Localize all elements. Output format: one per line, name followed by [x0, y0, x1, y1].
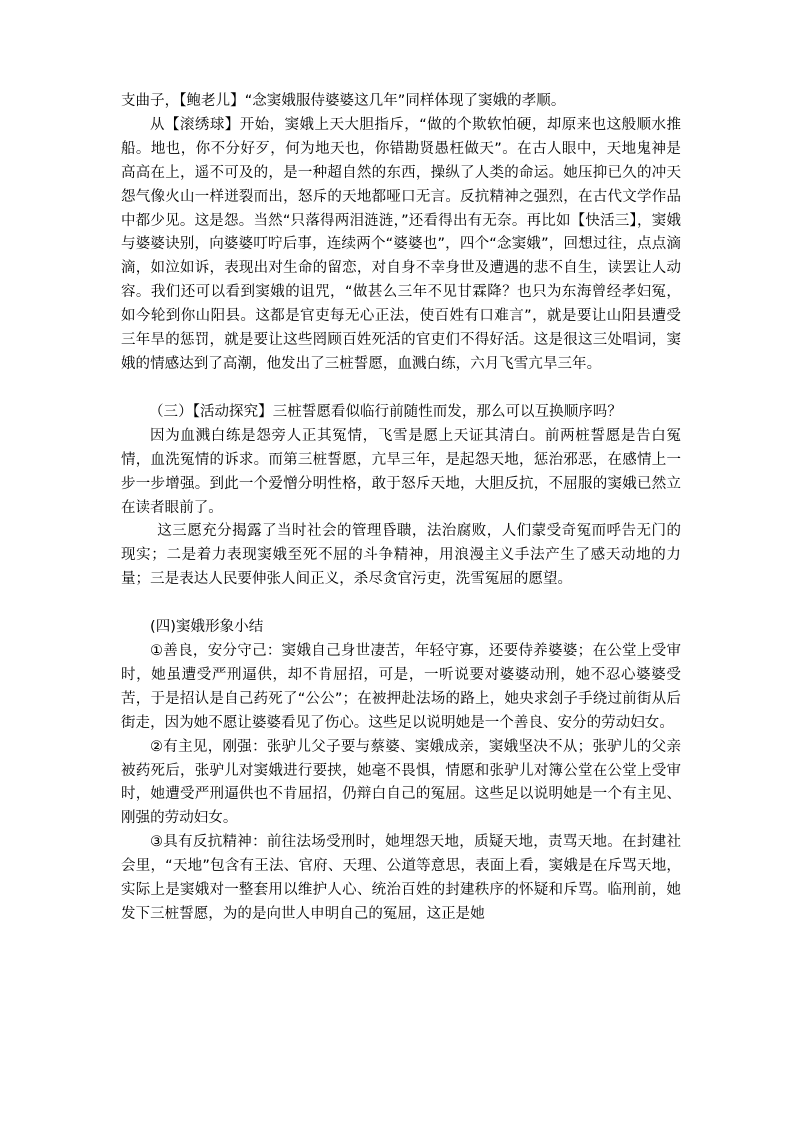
paragraph-three-vows-meaning: 这三愿充分揭露了当时社会的管理昏聩，法治腐败，人们蒙受奇冤而呼告无门的现实；二是着力表现窦娥至死不屈的斗争精神，用浪漫主义手法产生了感天动地的力量；三是表达人民要伸张人间正义，杀尽贪官污吏，洗雪冤屈的愿望。 [121, 523, 681, 588]
document-body [121, 90, 681, 927]
paragraph-trait-strong: ②有主见，刚强：张驴儿父子要与蔡婆、窦娥成亲，窦娥坚决不从；张驴儿的父亲被药死后，张驴儿对窦娥进行要挟，她毫不畏惧，情愿和张驴儿对簿公堂在公堂上受审时，她遭受严刑逼供也不肯屈招，仍辩白自己的冤屈。这些足以说明她是一个有主见、刚强的劳动妇女。 [121, 738, 681, 827]
paragraph-continuation: 支曲子，【鲍老儿】“念窦娥服侍婆婆这几年”同样体现了窦娥的孝顺。 [121, 93, 566, 109]
paragraph-gap [121, 592, 681, 616]
paragraph-trait-kind: ①善良，安分守己：窦娥自己身世凄苦，年轻守寡，还要侍养婆婆；在公堂上受审时，她虽遭受严刑逼供，却不肯屈招，可是，一听说要对婆婆动刑，她不忍心婆婆受苦，于是招认是自己药死了“公公”；在被押赴法场的路上，她央求刽子手绕过前街从后街走，因为她不愿让婆婆看见了伤心。这些足以说明她是一个善良、安分的劳动妇女。 [121, 643, 681, 731]
paragraph-trait-rebellious: ③具有反抗精神：前往法场受刑时，她埋怨天地，质疑天地，责骂天地。在封建社会里，“天地”包含有王法、官府、天理、公道等意思，表面上看，窦娥是在斥骂天地，实际上是窦娥对一整套用以维护人心、统治百姓的封建秩序的怀疑和斥骂。临刑前，她发下三桩誓愿，为的是向世人申明自己的冤屈，这正是她 [121, 834, 681, 922]
section-heading-activity: （三）【活动探究】三桩誓愿看似临行前随性而发，那么可以互换顺序吗？ [149, 403, 622, 420]
paragraph-gap [121, 377, 681, 401]
section-heading-summary: (四)窦娥形象小结 [150, 619, 264, 636]
paragraph-gunxiuqiu-analysis: 从【滚绣球】开始，窦娥上天大胆指斥，“做的个欺软怕硬，却原来也这般顺水推船。地也，你不分好歹，何为地天也，你错勘贤愚枉做天”。在古人眼中，天地鬼神是高高在上，遥不可及的，是一种超自然的东西，操纵了人类的命运。她压抑已久的冲天怨气像火山一样迸裂而出，怒斥的天地都哑口无言。反抗精神之强烈，在古代文学作品中都少见。这是怨。当然“只落得两泪涟涟，”还看得出有无奈。再比如【快活三】，窦娥与婆婆诀别，向婆婆叮咛后事，连续两个“婆婆也”，四个“念窦娥”，回想过往，点点滴滴，如泣如诉，表现出对生命的留恋，对自身不幸身世及遭遇的悲不自生，读罢让人动容。我们还可以看到窦娥的诅咒，“做甚么三年不见甘霖降？也只为东海曾经孝妇冤，如今轮到你山阳县。这都是官吏每无心正法，使百姓有口难言”，就是要让山阳县遭受三年旱的惩罚，就是要让这些罔顾百姓死活的官吏们不得好活。这是很这三处唱词，窦娥的情感达到了高潮，他发出了三桩誓愿，血溅白练，六月飞雪亢旱三年。 [121, 116, 681, 372]
paragraph-vow-order: 因为血溅白练是怨旁人正其冤情，飞雪是愿上天证其清白。前两桩誓愿是告白冤情，血洗冤情的诉求。而第三桩誓愿，亢旱三年，是起怨天地，惩治邪恶，在感情上一步一步增强。到此一个爱憎分明性格，敢于怒斥天地，大胆反抗，不屈服的窦娥已然立在读者眼前了。 [121, 427, 681, 516]
